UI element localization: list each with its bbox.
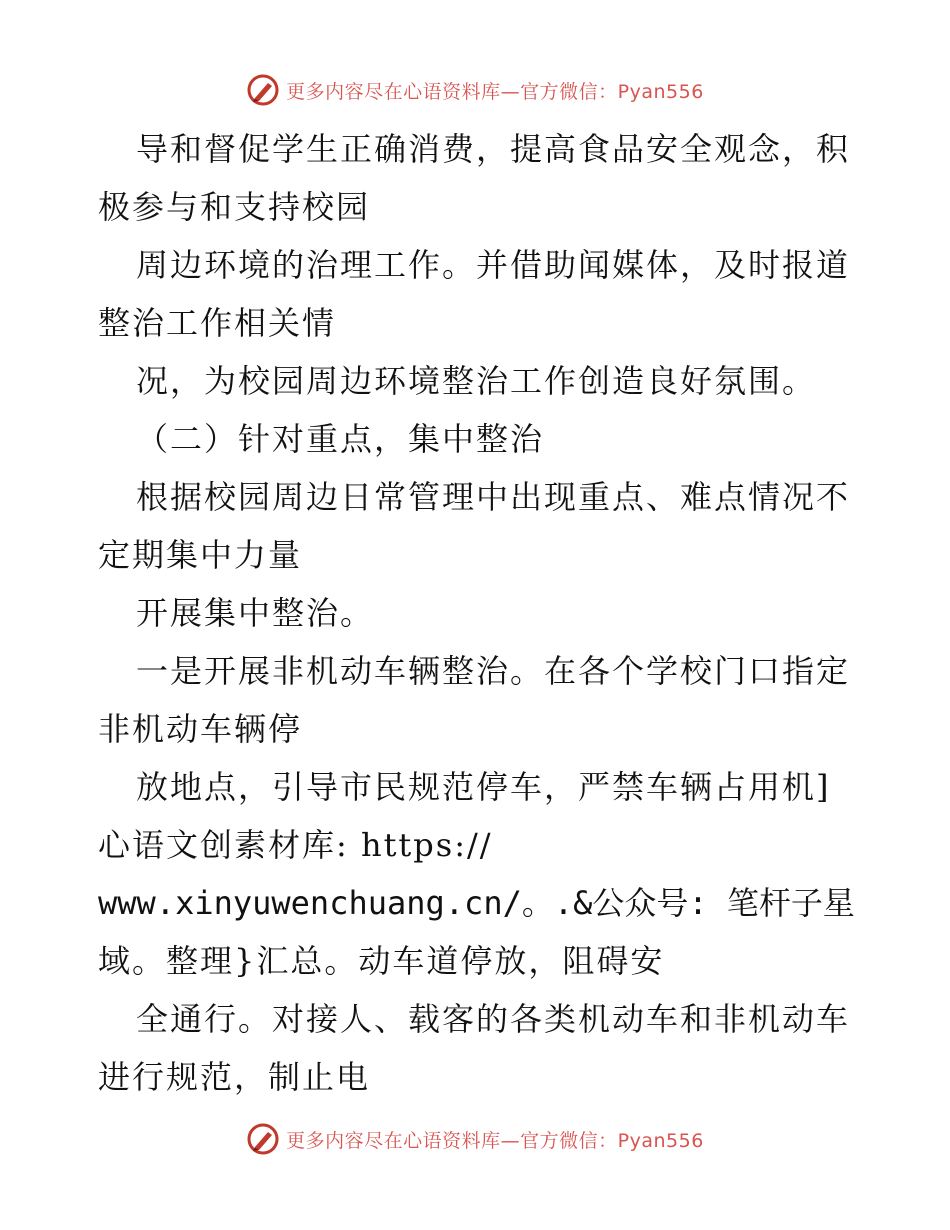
text-line: 全通行。对接人、载客的各类机动车和非机动车	[136, 1000, 851, 1038]
text-line: 进行规范，制止电	[98, 1058, 371, 1096]
text-line: 况，为校园周边环境整治工作创造良好氛围。	[136, 362, 817, 400]
text-line: 域。整理}汇总。动车道停放，阻碍安	[98, 942, 665, 980]
text-line: 非机动车辆停	[98, 710, 303, 748]
text-line: 开展集中整治。	[136, 594, 375, 632]
text-line: 极参与和支持校园	[98, 188, 371, 226]
footer-banner-text: 更多内容尽在心语资料库—官方微信：Pyan556	[286, 1129, 704, 1152]
text-line: 导和督促学生正确消费，提高食品安全观念，积	[136, 130, 851, 168]
document-body	[98, 120, 858, 1106]
text-line: 心语文创素材库: https://	[98, 826, 493, 864]
text-line: www.xinyuwenchuang.cn/。.&公众号: 笔杆子星	[98, 884, 855, 922]
header-banner-text: 更多内容尽在心语资料库—官方微信：Pyan556	[286, 80, 704, 103]
text-line: 一是开展非机动车辆整治。在各个学校门口指定	[136, 652, 851, 690]
pen-logo-icon	[246, 1122, 280, 1156]
footer-banner	[0, 1119, 950, 1159]
text-line: 周边环境的治理工作。并借助闻媒体，及时报道	[136, 246, 851, 284]
text-line: 根据校园周边日常管理中出现重点、难点情况不	[136, 478, 851, 516]
header-banner	[0, 70, 950, 110]
text-line: 定期集中力量	[98, 536, 303, 574]
pen-logo-icon	[246, 73, 280, 107]
section-heading: （二）针对重点，集中整治	[136, 420, 545, 458]
text-line: 整治工作相关情	[98, 304, 337, 342]
text-line: 放地点，引导市民规范停车，严禁车辆占用机]	[136, 768, 831, 806]
